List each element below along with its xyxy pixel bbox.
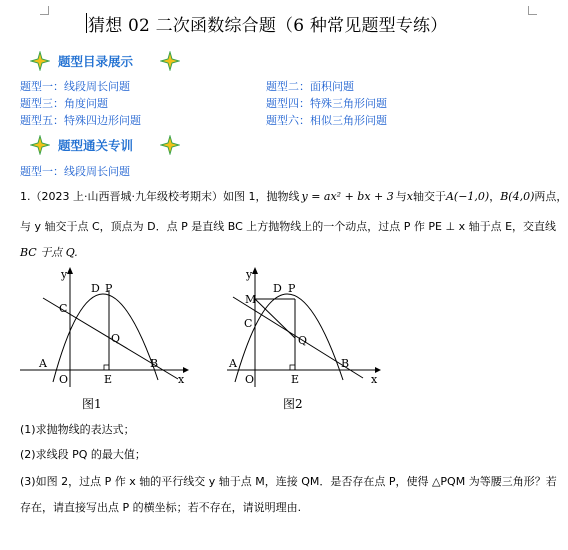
problem-line-1: 1.（2023 上·山西晋城·九年级校考期末）如图 1，抛物线 y = ax² + bx + 3 与x轴交于A(−1,0)，B(4,0)两点， [20, 190, 568, 203]
text-cursor [86, 13, 87, 33]
label-M: M [245, 293, 257, 306]
label-B: B [341, 357, 350, 370]
figure-1-caption: 图1 [82, 397, 102, 411]
question-3: (3)如图 2，过点 P 作 x 轴的平行线交 y 轴于点 M，连接 QM．是否存在点 P，使得 △PQM 为等腰三角形？若 [20, 475, 557, 488]
toc-item-5[interactable]: 题型五：特殊四边形问题 [20, 114, 141, 127]
problem-line-3: BC 于点 Q. [20, 246, 78, 259]
toc-item-6[interactable]: 题型六：相似三角形问题 [266, 114, 387, 127]
document-title: 猜想 02 二次函数综合题（6 种常见题型专练） [88, 16, 448, 36]
toc-item-1[interactable]: 题型一：线段周长问题 [20, 80, 130, 93]
label-E: E [291, 373, 300, 386]
toc-item-4[interactable]: 题型四：特殊三角形问题 [266, 97, 387, 110]
label-Q: Q [111, 332, 121, 345]
toc-item-3[interactable]: 题型三：角度问题 [20, 97, 108, 110]
train-heading: 题型通关专训 [58, 138, 134, 153]
label-D: D [91, 282, 100, 295]
label-x: x [178, 373, 185, 386]
label-y: y [61, 268, 68, 281]
page-corner-tr [528, 6, 537, 15]
figure-1 [15, 262, 190, 392]
star-icon [160, 51, 180, 71]
question-3-continued: 存在，请直接写出点 P 的横坐标；若不存在，请说明理由. [20, 501, 302, 514]
label-C: C [244, 317, 253, 330]
label-O: O [245, 373, 255, 386]
label-A: A [39, 357, 47, 370]
label-O: O [59, 373, 69, 386]
label-y: y [246, 268, 253, 281]
figure-2-caption: 图2 [283, 397, 303, 411]
star-icon [30, 135, 50, 155]
label-D: D [273, 282, 282, 295]
equation: y = ax² + bx + 3 [301, 190, 394, 203]
question-1: (1)求抛物线的表达式； [20, 423, 135, 436]
label-P: P [105, 282, 113, 295]
label-x: x [371, 373, 378, 386]
label-P: P [288, 282, 296, 295]
page-corner-tl [40, 6, 49, 15]
problem-line-2: 与 y 轴交于点 C，顶点为 D．点 P 是直线 BC 上方抛物线上的一个动点，过点 P 作 PE ⊥ x 轴于点 E，交直线 [20, 220, 557, 233]
label-Q: Q [298, 334, 308, 347]
toc-item-2[interactable]: 题型二：面积问题 [266, 80, 354, 93]
label-E: E [104, 373, 113, 386]
star-icon [30, 51, 50, 71]
question-2: (2)求线段 PQ 的最大值； [20, 448, 146, 461]
label-C: C [59, 302, 68, 315]
star-icon [160, 135, 180, 155]
current-question-type: 题型一：线段周长问题 [20, 165, 130, 178]
toc-heading: 题型目录展示 [58, 54, 134, 69]
label-B: B [150, 357, 159, 370]
figure-2 [225, 262, 385, 392]
label-A: A [229, 357, 237, 370]
